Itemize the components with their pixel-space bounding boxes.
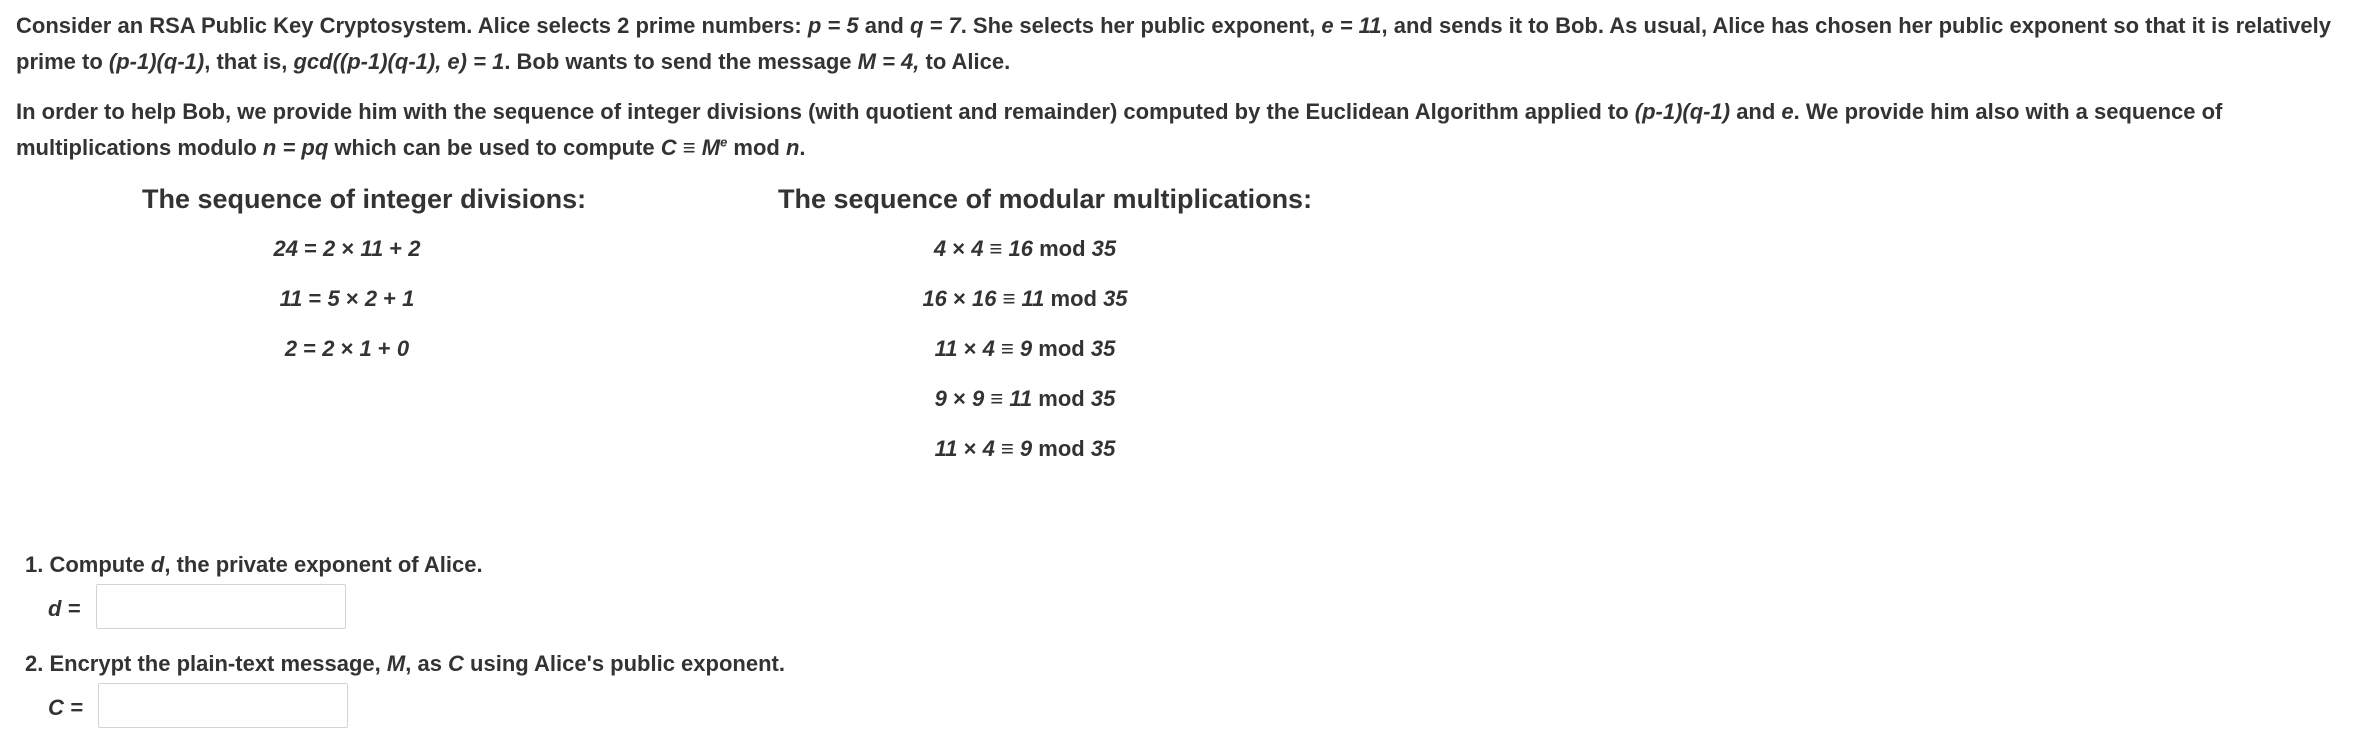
d-answer-input[interactable] — [96, 584, 346, 629]
help-statement: In order to help Bob, we provide him with the sequence of integer divisions (with quotient and remainder) computed by the Euclidean Algorithm applied to (p-1)(q-1) and e. We provide him also with a sequence of multiplications modulo n = pq which can be used to compute $C \equiv M^e$ mod n. — [16, 99, 2223, 160]
multiplication-row: 11 × 4 ≡ 9 mod 35 — [934, 336, 1116, 361]
problem-statement: Consider an RSA Public Key Cryptosystem. Alice selects 2 prime numbers: p = 5 and q = 7. She selects her public exponent, e = 11, and sends it to Bob. As usual, Alice has chosen her public exponent so that it is relatively prime to (p-1)(q-1), that is, gcd((p-1)(q-1), e) = 1. Bob wants to send the message M = 4, to Alice. — [16, 13, 2332, 74]
c-answer-input[interactable] — [98, 683, 348, 728]
division-row: 11 = 5 × 2 + 1 — [279, 286, 415, 311]
question-1: 1. Compute d, the private exponent of Alice. — [25, 552, 483, 577]
multiplications-heading: The sequence of modular multiplications: — [778, 184, 1313, 214]
divisions-heading: The sequence of integer divisions: — [142, 184, 587, 214]
division-row: 24 = 2 × 11 + 2 — [273, 236, 421, 261]
d-label: d = — [48, 596, 81, 621]
multiplication-row: 4 × 4 ≡ 16 mod 35 — [933, 236, 1117, 261]
multiplication-row: 16 × 16 ≡ 11 mod 35 — [922, 286, 1128, 311]
multiplication-row: 9 × 9 ≡ 11 mod 35 — [934, 386, 1116, 411]
multiplication-row: 11 × 4 ≡ 9 mod 35 — [934, 436, 1116, 461]
c-label: C = — [48, 695, 83, 720]
division-row: 2 = 2 × 1 + 0 — [284, 336, 410, 361]
question-2: 2. Encrypt the plain-text message, M, as C using Alice's public exponent. — [25, 651, 785, 676]
